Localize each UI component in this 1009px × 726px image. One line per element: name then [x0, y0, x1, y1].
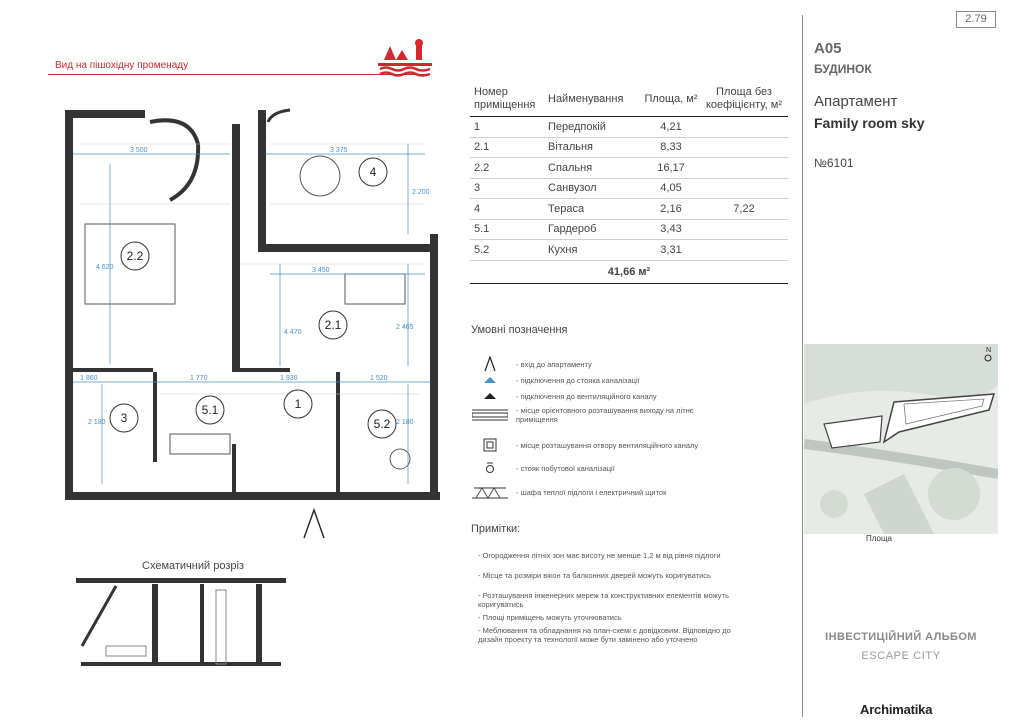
cell-area: 3,31: [642, 240, 700, 261]
table-row: [470, 240, 788, 261]
summer-exit-icon: [470, 406, 510, 424]
table-total-row: [470, 260, 788, 283]
room-label: 4: [369, 165, 377, 179]
legend-text: - шафа теплої підлоги і електричний щиток: [516, 487, 667, 497]
legend-item: [470, 459, 730, 477]
cell-name: Тераса: [546, 199, 642, 220]
table-header-row: [470, 82, 788, 117]
note-item: - Розташування інженерних мереж та конструктивних елементів можуть коригуватись: [478, 591, 729, 609]
promenade-divider: [48, 74, 428, 75]
cell-number: 5.1: [470, 219, 546, 240]
page-number: 2.79: [956, 11, 996, 28]
vent-opening-icon: [470, 436, 510, 454]
dimension-label: 4 470: [284, 329, 302, 336]
cell-number: 5.2: [470, 240, 546, 261]
dimension-label: 1 860: [80, 375, 98, 382]
dimension-label: 3 500: [130, 147, 148, 154]
sewer-riser-icon: [470, 459, 510, 477]
entrance-arrow-icon: [300, 506, 328, 542]
building-code: A05: [814, 40, 842, 57]
apartment-name: Family room sky: [814, 115, 925, 131]
album-subtitle: ESCAPE CITY: [861, 650, 941, 662]
room-label: 2.2: [126, 249, 144, 263]
legend-title: Умовні позначення: [471, 324, 568, 336]
table-row: [470, 199, 788, 220]
legend-text: - місце розташування отвору вентиляційного каналу: [516, 440, 699, 450]
legend-item: [470, 387, 730, 405]
note-item: - Меблювання та обладнання на план-схемі є довідковим. Відповідно до дизайн проекту та технології може бути замінено або уточнено: [478, 626, 731, 644]
notes-title: Примітки:: [471, 523, 521, 535]
room-label: 1: [294, 397, 302, 411]
legend-text: - місце орієнтовного розташування виходу на літнє приміщення: [516, 406, 694, 424]
legend-item: [470, 406, 730, 424]
legend-item: [470, 483, 730, 501]
col-header-name: Найменування: [546, 82, 642, 117]
cell-area-raw: [700, 240, 788, 261]
cell-number: 3: [470, 178, 546, 199]
cell-number: 2.2: [470, 158, 546, 179]
apartment-type: Апартамент: [814, 93, 898, 110]
table-row: [470, 178, 788, 199]
dimension-label: 1 770: [190, 375, 208, 382]
legend-text: - вхід до апартаменту: [516, 359, 592, 369]
dimension-label: 2 180: [88, 419, 106, 426]
map-label: Площа: [866, 534, 892, 543]
dimension-label: 4 620: [96, 264, 114, 271]
section-drawing: [76, 576, 286, 676]
legend-text: - підключення до стояка каналізації: [516, 375, 640, 385]
cell-area: 3,43: [642, 219, 700, 240]
total-area: 41,66 м²: [470, 260, 788, 283]
promenade-logo-icon: [378, 38, 432, 78]
cell-number: 2.1: [470, 137, 546, 158]
site-map: [804, 344, 998, 534]
cell-area-raw: [700, 137, 788, 158]
legend-text: - підключення до вентиляційного каналу: [516, 391, 657, 401]
cell-area-raw: [700, 158, 788, 179]
north-icon: N: [986, 347, 992, 354]
cell-name: Санвузол: [546, 178, 642, 199]
cell-area: 4,21: [642, 117, 700, 138]
rooms-table: [470, 82, 788, 284]
room-label: 3: [120, 411, 128, 425]
cell-name: Гардероб: [546, 219, 642, 240]
dimension-label: 3 375: [330, 147, 348, 154]
cell-area-raw: 7,22: [700, 199, 788, 220]
dimension-label: 2 200: [412, 189, 430, 196]
table-row: [470, 117, 788, 138]
ventilation-connection-icon: [470, 387, 510, 405]
note-item: - Площі приміщень можуть уточнюватись: [478, 613, 622, 622]
legend-item: [470, 436, 730, 454]
apartment-number: №6101: [814, 156, 854, 170]
cell-area: 4,05: [642, 178, 700, 199]
cell-area: 8,33: [642, 137, 700, 158]
table-row: [470, 158, 788, 179]
cell-number: 1: [470, 117, 546, 138]
dimension-label: 1 930: [280, 375, 298, 382]
cell-area-raw: [700, 219, 788, 240]
col-header-area: Площа, м²: [642, 82, 700, 117]
room-label: 2.1: [324, 318, 342, 332]
note-item: - Місце та розміри вікон та балконних дверей можуть коригуватись: [478, 571, 711, 580]
dimension-label: 1 520: [370, 375, 388, 382]
promenade-label: Вид на пішохідну променаду: [55, 60, 189, 71]
floor-plan: [40, 104, 440, 524]
cell-name: Передпокій: [546, 117, 642, 138]
dimension-label: 3 450: [312, 267, 330, 274]
heating-cabinet-icon: [470, 483, 510, 501]
col-header-area-raw: Площа без коефіцієнту, м²: [700, 82, 788, 117]
cell-number: 4: [470, 199, 546, 220]
room-label: 5.2: [373, 417, 391, 431]
table-row: [470, 137, 788, 158]
cell-name: Спальня: [546, 158, 642, 179]
building-label: БУДИНОК: [814, 62, 872, 76]
cell-area-raw: [700, 117, 788, 138]
col-header-number: Номер приміщення: [470, 82, 546, 117]
legend-text: - стояк побутової каналізації: [516, 463, 615, 473]
album-title: ІНВЕСТИЦІЙНИЙ АЛЬБОМ: [825, 631, 977, 643]
cell-area: 2,16: [642, 199, 700, 220]
cell-name: Кухня: [546, 240, 642, 261]
dimension-label: 2 180: [396, 419, 414, 426]
room-label-group: [110, 158, 396, 438]
cell-area: 16,17: [642, 158, 700, 179]
room-label: 5.1: [201, 403, 219, 417]
dimension-label: 2 465: [396, 324, 414, 331]
panel-divider: [802, 15, 803, 717]
cell-name: Вітальня: [546, 137, 642, 158]
section-title: Схематичний розріз: [142, 560, 244, 572]
brand-logo: Archimatika: [860, 702, 933, 717]
cell-area-raw: [700, 178, 788, 199]
table-row: [470, 219, 788, 240]
note-item: - Огородження літніх зон має висоту не менше 1,2 м від рівня підлоги: [478, 551, 721, 560]
